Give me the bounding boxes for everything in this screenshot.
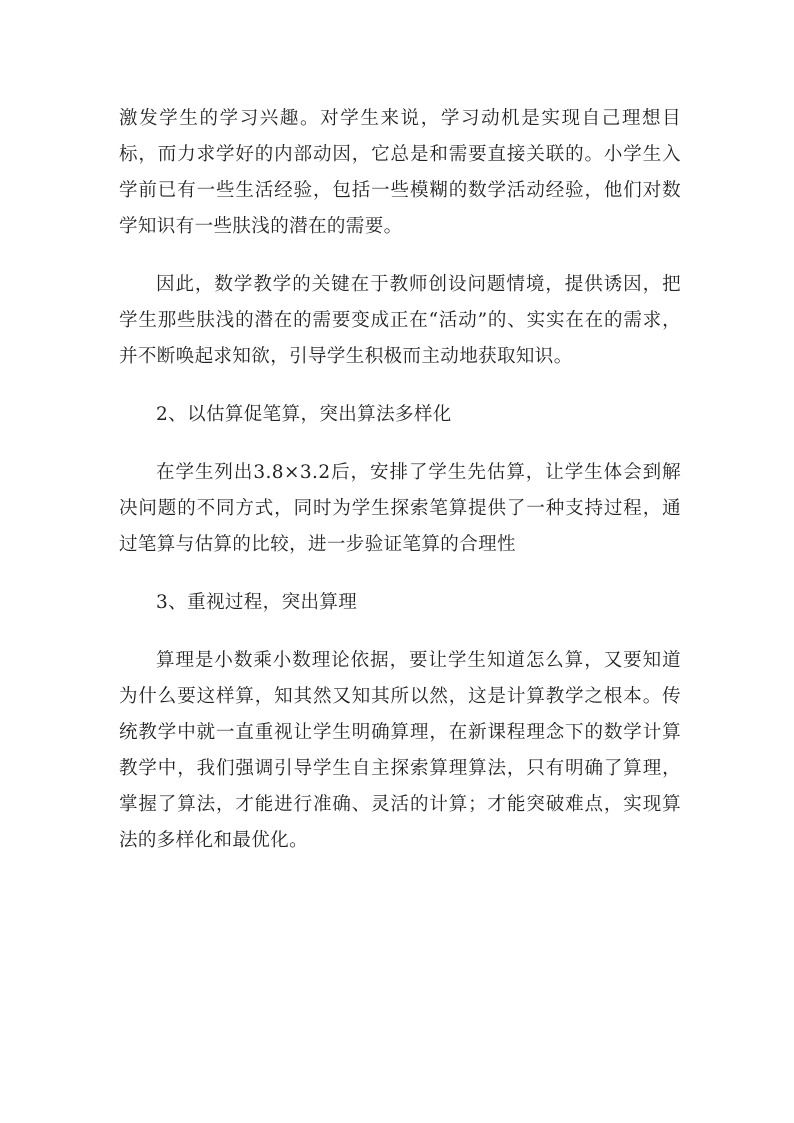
paragraph-calculation-principle: 算理是小数乘小数理论依据，要让学生知道怎么算，又要知道为什么要这样算，知其然又知其所以然，这是计算教学之根本。传统教学中就一直重视让学生明确算理，在新课程理念下的数学计算教学中，我们强调引导学生自主探索算理算法，只有明确了算理，掌握了算法，才能进行准确、灵活的计算；才能突破难点，实现算法的多样化和最优化。 (119, 650, 681, 851)
section-heading-process: 3、重视过程，突出算理 (156, 592, 358, 613)
section-heading-estimation: 2、以估算促笔算，突出算法多样化 (156, 404, 452, 425)
paragraph-teaching-key: 因此，数学教学的关键在于教师创设问题情境，提供诱因，把学生那些肤浅的潜在的需要变成正在“活动”的、实实在在的需求，并不断唤起求知欲，引导学生积极而主动地获取知识。 (119, 274, 681, 367)
paragraph-estimation: 在学生列出3.8×3.2后，安排了学生先估算，让学生体会到解决问题的不同方式，同时为学生探索笔算提供了一种支持过程，通过笔算与估算的比较，进一步验证笔算的合理性 (119, 462, 681, 555)
paragraph-motivation: 激发学生的学习兴趣。对学生来说，学习动机是实现自己理想目标，而力求学好的内部动因，它总是和需要直接关联的。小学生入学前已有一些生活经验，包括一些模糊的数学活动经验，他们对数学知识有一些肤浅的潜在的需要。 (119, 108, 681, 237)
document-body (119, 101, 681, 881)
